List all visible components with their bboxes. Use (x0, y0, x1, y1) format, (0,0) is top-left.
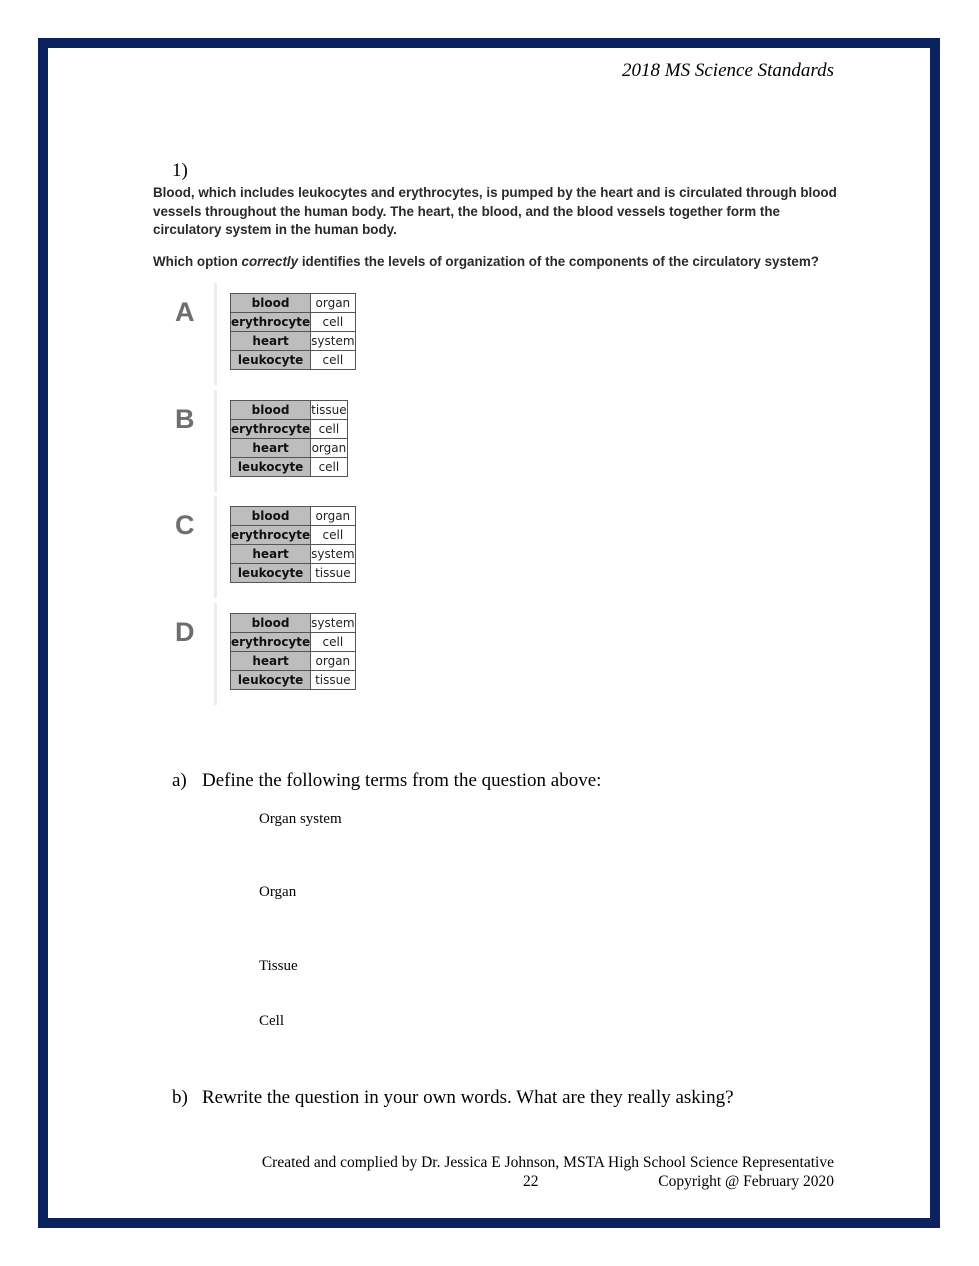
footer-credit: Created and complied by Dr. Jessica E Johnson, MSTA High School Science Representative (261, 1154, 834, 1171)
level-cell: cell (311, 458, 348, 477)
part-a-text: Define the following terms from the question above: (202, 770, 602, 791)
table-row (231, 351, 356, 370)
table-row (231, 420, 348, 439)
level-cell: cell (311, 420, 348, 439)
level-cell: system (311, 614, 355, 633)
level-cell: system (311, 332, 355, 351)
prompt-text-end: identifies the levels of organization of the components of the circulatory system? (298, 254, 819, 269)
table-row (231, 507, 356, 526)
table-row (231, 545, 356, 564)
option-divider (214, 496, 217, 598)
table-row (231, 614, 356, 633)
term-organ: Organ (259, 884, 297, 900)
page-number: 22 (523, 1173, 539, 1190)
question-stem: Blood, which includes leukocytes and erythrocytes, is pumped by the heart and is circulated through blood vessels throughout the human body. The heart, the blood, and the blood vessels together form the circulatory system in the human body. (153, 185, 837, 237)
component-cell: heart (231, 652, 311, 671)
table-row (231, 671, 356, 690)
component-cell: leukocyte (231, 351, 311, 370)
part-b-prompt (172, 1087, 734, 1109)
option-letter: C (175, 510, 195, 540)
table-row (231, 439, 348, 458)
term-cell: Cell (259, 1013, 284, 1029)
component-cell: heart (231, 332, 311, 351)
part-a-label: a) (172, 770, 187, 791)
level-cell: tissue (311, 564, 355, 583)
component-cell: blood (231, 507, 311, 526)
option-letter: B (175, 404, 195, 434)
component-cell: erythrocyte (231, 633, 311, 652)
option-table (230, 506, 356, 583)
component-cell: leukocyte (231, 671, 311, 690)
level-cell: tissue (311, 401, 348, 420)
component-cell: erythrocyte (231, 313, 311, 332)
table-row (231, 458, 348, 477)
component-cell: leukocyte (231, 564, 311, 583)
component-cell: leukocyte (231, 458, 311, 477)
level-cell: cell (311, 313, 355, 332)
option-divider (214, 603, 217, 705)
level-cell: cell (311, 526, 355, 545)
option-letter: A (175, 297, 195, 327)
component-cell: erythrocyte (231, 420, 311, 439)
option-letter: D (175, 617, 195, 647)
level-cell: tissue (311, 671, 355, 690)
level-cell: organ (311, 652, 355, 671)
component-cell: heart (231, 439, 311, 458)
question-number: 1) (172, 160, 188, 181)
level-cell: organ (311, 294, 355, 313)
component-cell: blood (231, 614, 311, 633)
footer-copyright: Copyright @ February 2020 (658, 1173, 834, 1190)
table-row (231, 564, 356, 583)
table-row (231, 633, 356, 652)
component-cell: blood (231, 294, 311, 313)
term-tissue: Tissue (259, 958, 298, 974)
table-row (231, 652, 356, 671)
term-organ-system: Organ system (259, 811, 342, 827)
level-cell: cell (311, 351, 355, 370)
table-row (231, 526, 356, 545)
table-row (231, 401, 348, 420)
table-row (231, 332, 356, 351)
question-prompt (153, 254, 843, 269)
level-cell: organ (311, 507, 355, 526)
component-cell: blood (231, 401, 311, 420)
prompt-emphasis: correctly (241, 254, 299, 269)
prompt-text-start: Which option (153, 254, 242, 269)
level-cell: organ (311, 439, 348, 458)
part-b-label: b) (172, 1087, 188, 1108)
part-b-text: Rewrite the question in your own words. What are they really asking? (202, 1087, 734, 1108)
table-row (231, 313, 356, 332)
option-divider (214, 390, 217, 492)
option-table (230, 613, 356, 690)
page-header: 2018 MS Science Standards (622, 60, 834, 81)
level-cell: system (311, 545, 355, 564)
table-row (231, 294, 356, 313)
option-divider (214, 283, 217, 385)
component-cell: heart (231, 545, 311, 564)
level-cell: cell (311, 633, 355, 652)
component-cell: erythrocyte (231, 526, 311, 545)
part-a-prompt (172, 770, 601, 792)
option-table (230, 400, 348, 477)
option-table (230, 293, 356, 370)
